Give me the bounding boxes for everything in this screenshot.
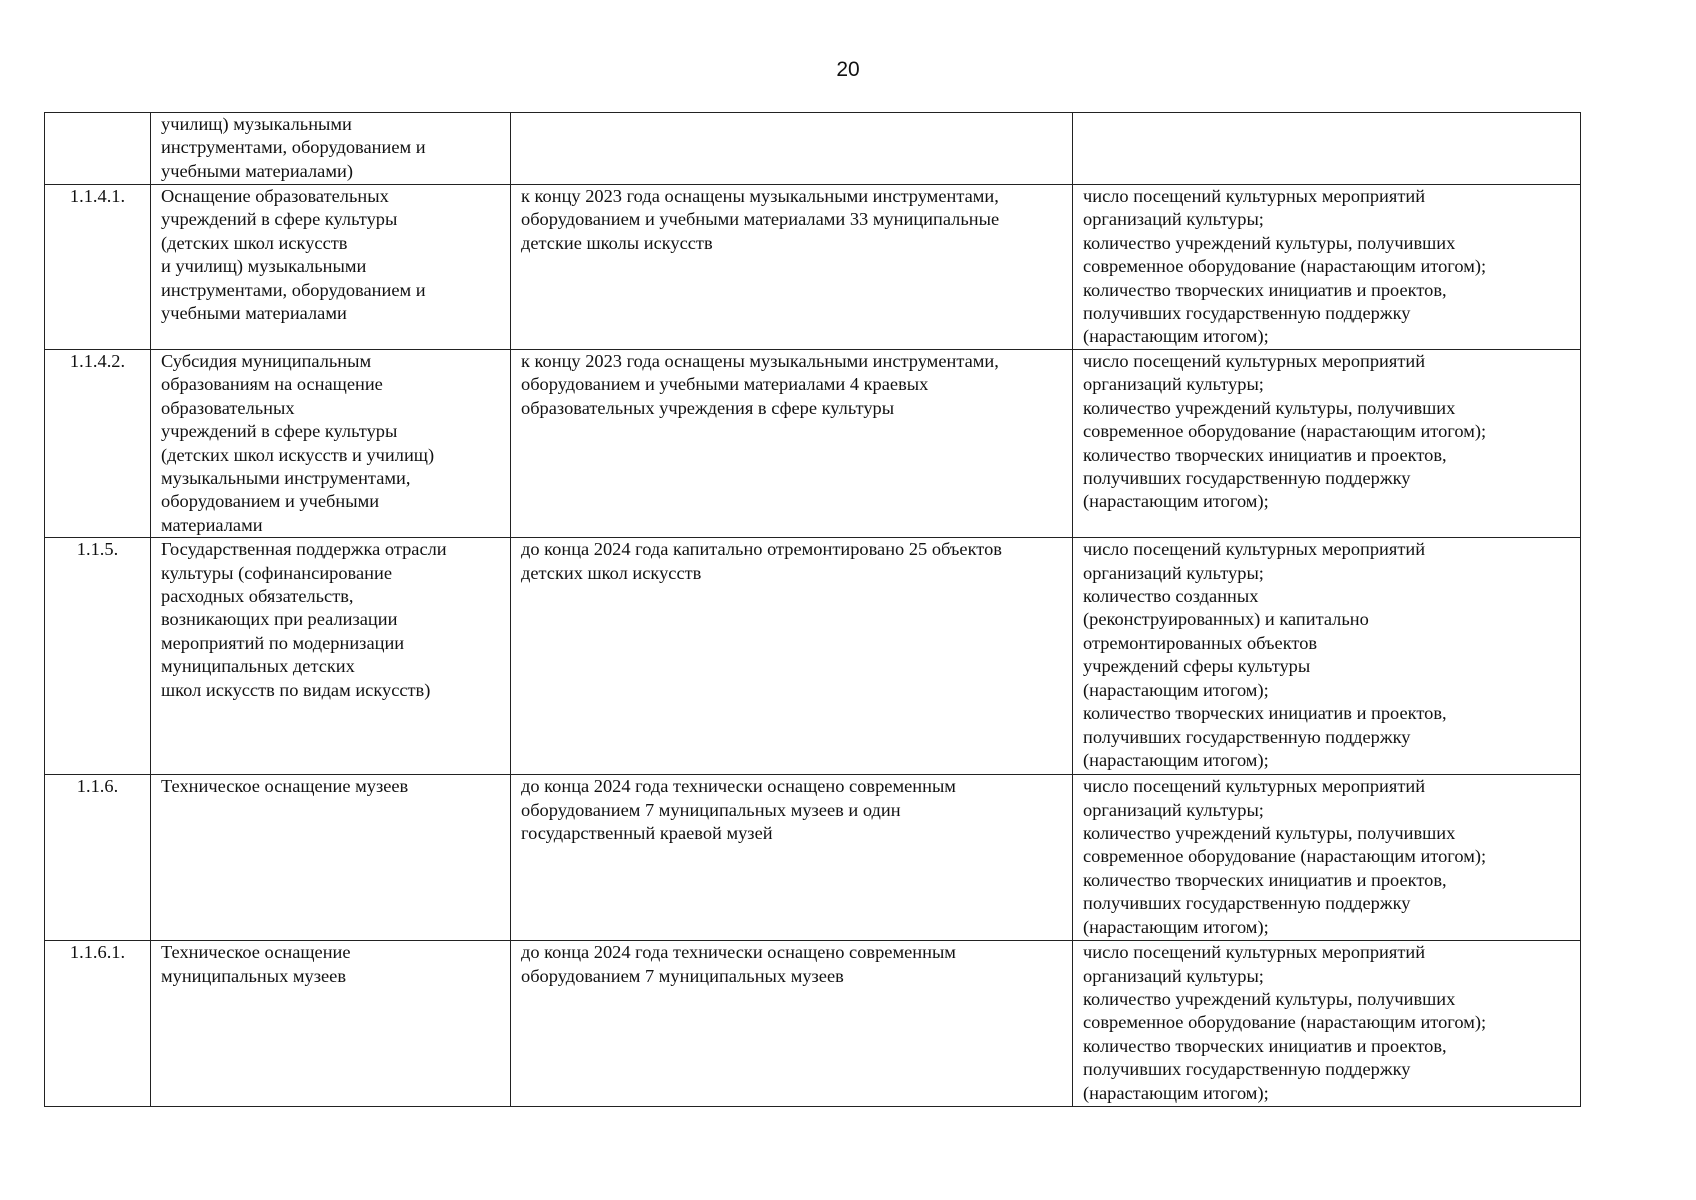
measure-name-cell: Техническое оснащение музеев xyxy=(151,775,511,941)
expected-result-cell: до конца 2024 года технически оснащено современным оборудованием 7 муниципальных музеев и один государственный краевой музей xyxy=(511,775,1073,941)
table-row xyxy=(45,538,1581,775)
expected-result-cell xyxy=(511,113,1073,185)
row-number-cell xyxy=(45,113,151,185)
row-number-cell: 1.1.6.1. xyxy=(45,941,151,1107)
indicators-cell: число посещений культурных мероприятий организаций культуры; количество созданных (реконструированных) и капитально отремонтированных объектов учреждений сферы культуры (нарастающим итогом); количество творческих инициатив и проектов, получивших государственную поддержку (нарастающим итогом); xyxy=(1073,538,1581,775)
table-row xyxy=(45,185,1581,350)
expected-result-cell: до конца 2024 года технически оснащено современным оборудованием 7 муниципальных музеев xyxy=(511,941,1073,1107)
row-number-cell: 1.1.4.1. xyxy=(45,185,151,350)
row-number-cell: 1.1.5. xyxy=(45,538,151,775)
measure-name-cell: училищ) музыкальными инструментами, оборудованием и учебными материалами) xyxy=(151,113,511,185)
indicators-cell: число посещений культурных мероприятий организаций культуры; количество учреждений культуры, получивших современное оборудование (нарастающим итогом); количество творческих инициатив и проектов, получивших государственную поддержку (нарастающим итогом); xyxy=(1073,775,1581,941)
measures-table xyxy=(44,112,1581,1107)
expected-result-cell: к концу 2023 года оснащены музыкальными инструментами, оборудованием и учебными материалами 33 муниципальные детские школы искусств xyxy=(511,185,1073,350)
table-row xyxy=(45,775,1581,941)
expected-result-cell: до конца 2024 года капитально отремонтировано 25 объектов детских школ искусств xyxy=(511,538,1073,775)
indicators-cell xyxy=(1073,113,1581,185)
table-row xyxy=(45,350,1581,538)
row-number-cell: 1.1.4.2. xyxy=(45,350,151,538)
expected-result-cell: к концу 2023 года оснащены музыкальными инструментами, оборудованием и учебными материалами 4 краевых образовательных учреждения в сфере культуры xyxy=(511,350,1073,538)
measure-name-cell: Субсидия муниципальным образованиям на оснащение образовательных учреждений в сфере культуры (детских школ искусств и училищ) музыкальными инструментами, оборудованием и учебными материалами xyxy=(151,350,511,538)
measure-name-cell: Оснащение образовательных учреждений в сфере культуры (детских школ искусств и училищ) музыкальными инструментами, оборудованием и учебными материалами xyxy=(151,185,511,350)
measure-name-cell: Государственная поддержка отрасли культуры (софинансирование расходных обязательств, возникающих при реализации мероприятий по модернизации муниципальных детских школ искусств по видам искусств) xyxy=(151,538,511,775)
measure-name-cell: Техническое оснащение муниципальных музеев xyxy=(151,941,511,1107)
table-row xyxy=(45,113,1581,185)
indicators-cell: число посещений культурных мероприятий организаций культуры; количество учреждений культуры, получивших современное оборудование (нарастающим итогом); количество творческих инициатив и проектов, получивших государственную поддержку (нарастающим итогом); xyxy=(1073,185,1581,350)
indicators-cell: число посещений культурных мероприятий организаций культуры; количество учреждений культуры, получивших современное оборудование (нарастающим итогом); количество творческих инициатив и проектов, получивших государственную поддержку (нарастающим итогом); xyxy=(1073,941,1581,1107)
indicators-cell: число посещений культурных мероприятий организаций культуры; количество учреждений культуры, получивших современное оборудование (нарастающим итогом); количество творческих инициатив и проектов, получивших государственную поддержку (нарастающим итогом); xyxy=(1073,350,1581,538)
page-number: 20 xyxy=(836,58,860,81)
table-row xyxy=(45,941,1581,1107)
row-number-cell: 1.1.6. xyxy=(45,775,151,941)
